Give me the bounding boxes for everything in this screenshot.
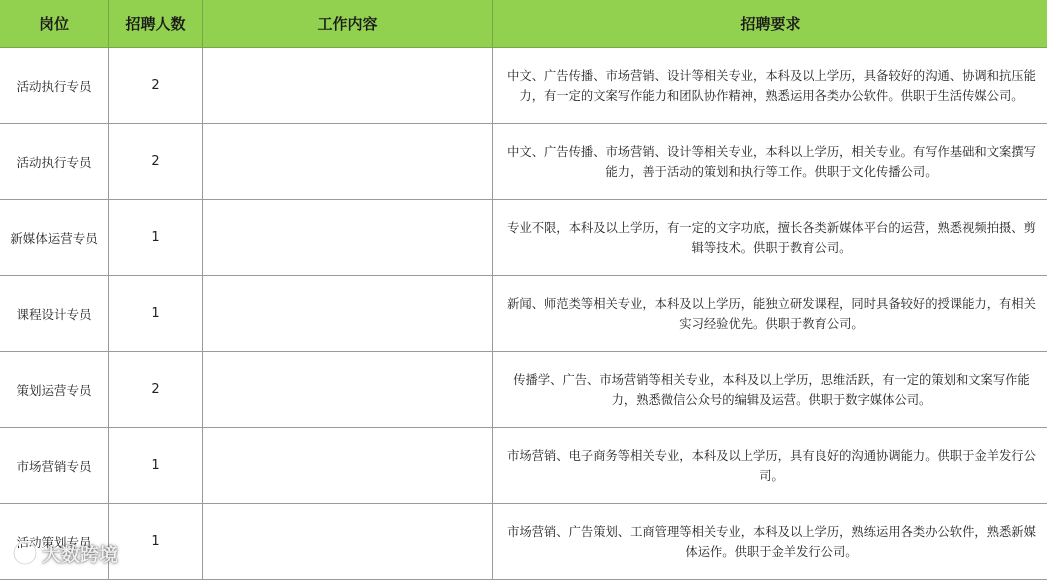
table-row bbox=[0, 428, 1047, 504]
watermark-text: 大数跨境 bbox=[42, 540, 118, 567]
position-cell: 市场营销专员 bbox=[0, 428, 109, 504]
position-cell: 课程设计专员 bbox=[0, 276, 109, 352]
position-cell: 活动执行专员 bbox=[0, 48, 109, 124]
position-cell: 活动执行专员 bbox=[0, 124, 109, 200]
content-cell bbox=[203, 200, 493, 276]
content-cell bbox=[203, 48, 493, 124]
header-requirements: 招聘要求 bbox=[493, 0, 1047, 48]
table-row bbox=[0, 200, 1047, 276]
count-cell: 2 bbox=[109, 48, 203, 124]
table-row bbox=[0, 352, 1047, 428]
content-cell bbox=[203, 124, 493, 200]
count-cell: 1 bbox=[109, 276, 203, 352]
count-cell: 2 bbox=[109, 352, 203, 428]
requirements-cell: 中文、广告传播、市场营销、设计等相关专业，本科及以上学历，具备较好的沟通、协调和抗压能力，有一定的文案写作能力和团队协作精神，熟悉运用各类办公软件。供职于生活传媒公司。 bbox=[493, 48, 1047, 124]
table-row bbox=[0, 276, 1047, 352]
content-cell bbox=[203, 504, 493, 580]
position-cell: 新媒体运营专员 bbox=[0, 200, 109, 276]
requirements-cell: 市场营销、电子商务等相关专业，本科及以上学历，具有良好的沟通协调能力。供职于金羊发行公司。 bbox=[493, 428, 1047, 504]
content-cell bbox=[203, 352, 493, 428]
requirements-cell: 专业不限，本科及以上学历，有一定的文字功底，擅长各类新媒体平台的运营，熟悉视频拍摄、剪辑等技术。供职于教育公司。 bbox=[493, 200, 1047, 276]
content-cell bbox=[203, 428, 493, 504]
position-cell: 活动策划专员 bbox=[0, 504, 109, 580]
header-content: 工作内容 bbox=[203, 0, 493, 48]
count-cell: 1 bbox=[109, 200, 203, 276]
position-cell: 策划运营专员 bbox=[0, 352, 109, 428]
count-cell: 1 bbox=[109, 504, 203, 580]
header-position: 岗位 bbox=[0, 0, 109, 48]
header-row bbox=[0, 0, 1047, 48]
requirements-cell: 新闻、师范类等相关专业，本科及以上学历，能独立研发课程，同时具备较好的授课能力，有相关实习经验优先。供职于教育公司。 bbox=[493, 276, 1047, 352]
requirements-cell: 市场营销、广告策划、工商管理等相关专业，本科及以上学历，熟练运用各类办公软件，熟悉新媒体运作。供职于金羊发行公司。 bbox=[493, 504, 1047, 580]
requirements-cell: 中文、广告传播、市场营销、设计等相关专业，本科以上学历，相关专业。有写作基础和文案撰写能力，善于活动的策划和执行等工作。供职于文化传播公司。 bbox=[493, 124, 1047, 200]
requirements-cell: 传播学、广告、市场营销等相关专业，本科及以上学历，思维活跃，有一定的策划和文案写作能力，熟悉微信公众号的编辑及运营。供职于数字媒体公司。 bbox=[493, 352, 1047, 428]
count-cell: 2 bbox=[109, 124, 203, 200]
table-row bbox=[0, 124, 1047, 200]
content-cell bbox=[203, 276, 493, 352]
table-row bbox=[0, 504, 1047, 580]
count-cell: 1 bbox=[109, 428, 203, 504]
table-row bbox=[0, 48, 1047, 124]
header-count: 招聘人数 bbox=[109, 0, 203, 48]
